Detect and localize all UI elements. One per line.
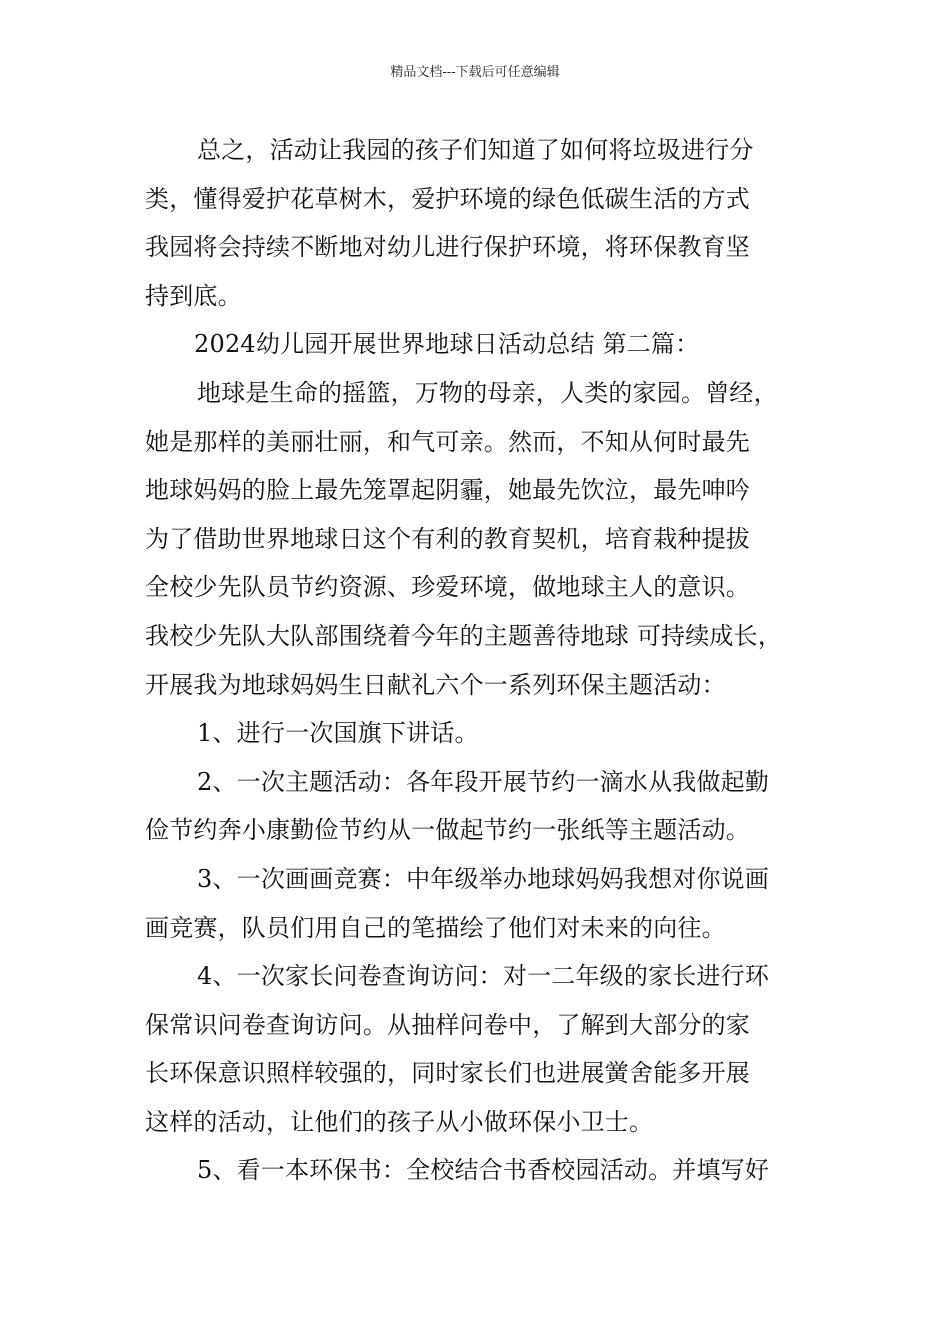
text-line: 地球是生命的摇篮，万物的母亲，人类的家园。曾经， bbox=[197, 378, 778, 407]
text-line: 我校少先队大队部围绕着今年的主题善待地球 可持续成长， bbox=[145, 621, 783, 650]
text-line: 我园将会持续不断地对幼儿进行保护环境，将环保教育坚 bbox=[145, 233, 750, 262]
list-item-1 bbox=[145, 709, 821, 758]
list-item-2 bbox=[145, 758, 821, 855]
text-line: 长环保意识照样较强的，同时家长们也进展黉舍能多开展 bbox=[145, 1059, 750, 1088]
text-line: 持到底。 bbox=[145, 281, 242, 310]
text-line: 全校少先队员节约资源、珍爱环境，做地球主人的意识。 bbox=[145, 573, 750, 602]
text-line: 开展我为地球妈妈生日献礼六个一系列环保主题活动： bbox=[145, 670, 726, 699]
document-body bbox=[145, 126, 821, 1195]
text-line: 5、看一本环保书：全校结合书香校园活动。并填写好 bbox=[197, 1156, 770, 1185]
text-line: 4、一次家长问卷查询访问：对一二年级的家长进行环 bbox=[197, 962, 770, 991]
text-line: 1、进行一次国旗下讲话。 bbox=[197, 719, 479, 748]
list-item-3 bbox=[145, 855, 821, 952]
text-line: 为了借助世界地球日这个有利的教育契机，培育栽种提拔 bbox=[145, 524, 750, 553]
page-header: 精品文档---下载后可任意编辑 bbox=[390, 65, 560, 80]
text-line: 画竞赛，队员们用自己的笔描绘了他们对未来的向往。 bbox=[145, 913, 726, 942]
text-line: 总之，活动让我园的孩子们知道了如何将垃圾进行分 bbox=[197, 136, 754, 164]
list-item-4 bbox=[145, 952, 821, 1146]
section-heading bbox=[145, 320, 821, 369]
heading-line: 2024幼儿园开展世界地球日活动总结 第二篇： bbox=[194, 330, 700, 359]
text-line: 俭节约奔小康勤俭节约从一做起节约一张纸等主题活动。 bbox=[145, 816, 750, 845]
list-item-5 bbox=[145, 1146, 821, 1195]
text-line: 3、一次画画竞赛：中年级举办地球妈妈我想对你说画 bbox=[197, 864, 770, 893]
paragraph-conclusion bbox=[145, 126, 821, 320]
text-line: 这样的活动，让他们的孩子从小做环保小卫士。 bbox=[145, 1107, 654, 1136]
paragraph-intro bbox=[145, 369, 821, 709]
text-line: 她是那样的美丽壮丽，和气可亲。然而，不知从何时最先 bbox=[145, 427, 750, 456]
text-line: 保常识问卷查询访问。从抽样问卷中，了解到大部分的家 bbox=[145, 1010, 750, 1039]
text-line: 地球妈妈的脸上最先笼罩起阴霾，她最先饮泣，最先呻吟 bbox=[145, 476, 750, 505]
text-line: 2、一次主题活动：各年段开展节约一滴水从我做起勤 bbox=[197, 767, 770, 796]
text-line: 类，懂得爱护花草树木，爱护环境的绿色低碳生活的方式 bbox=[145, 184, 750, 213]
